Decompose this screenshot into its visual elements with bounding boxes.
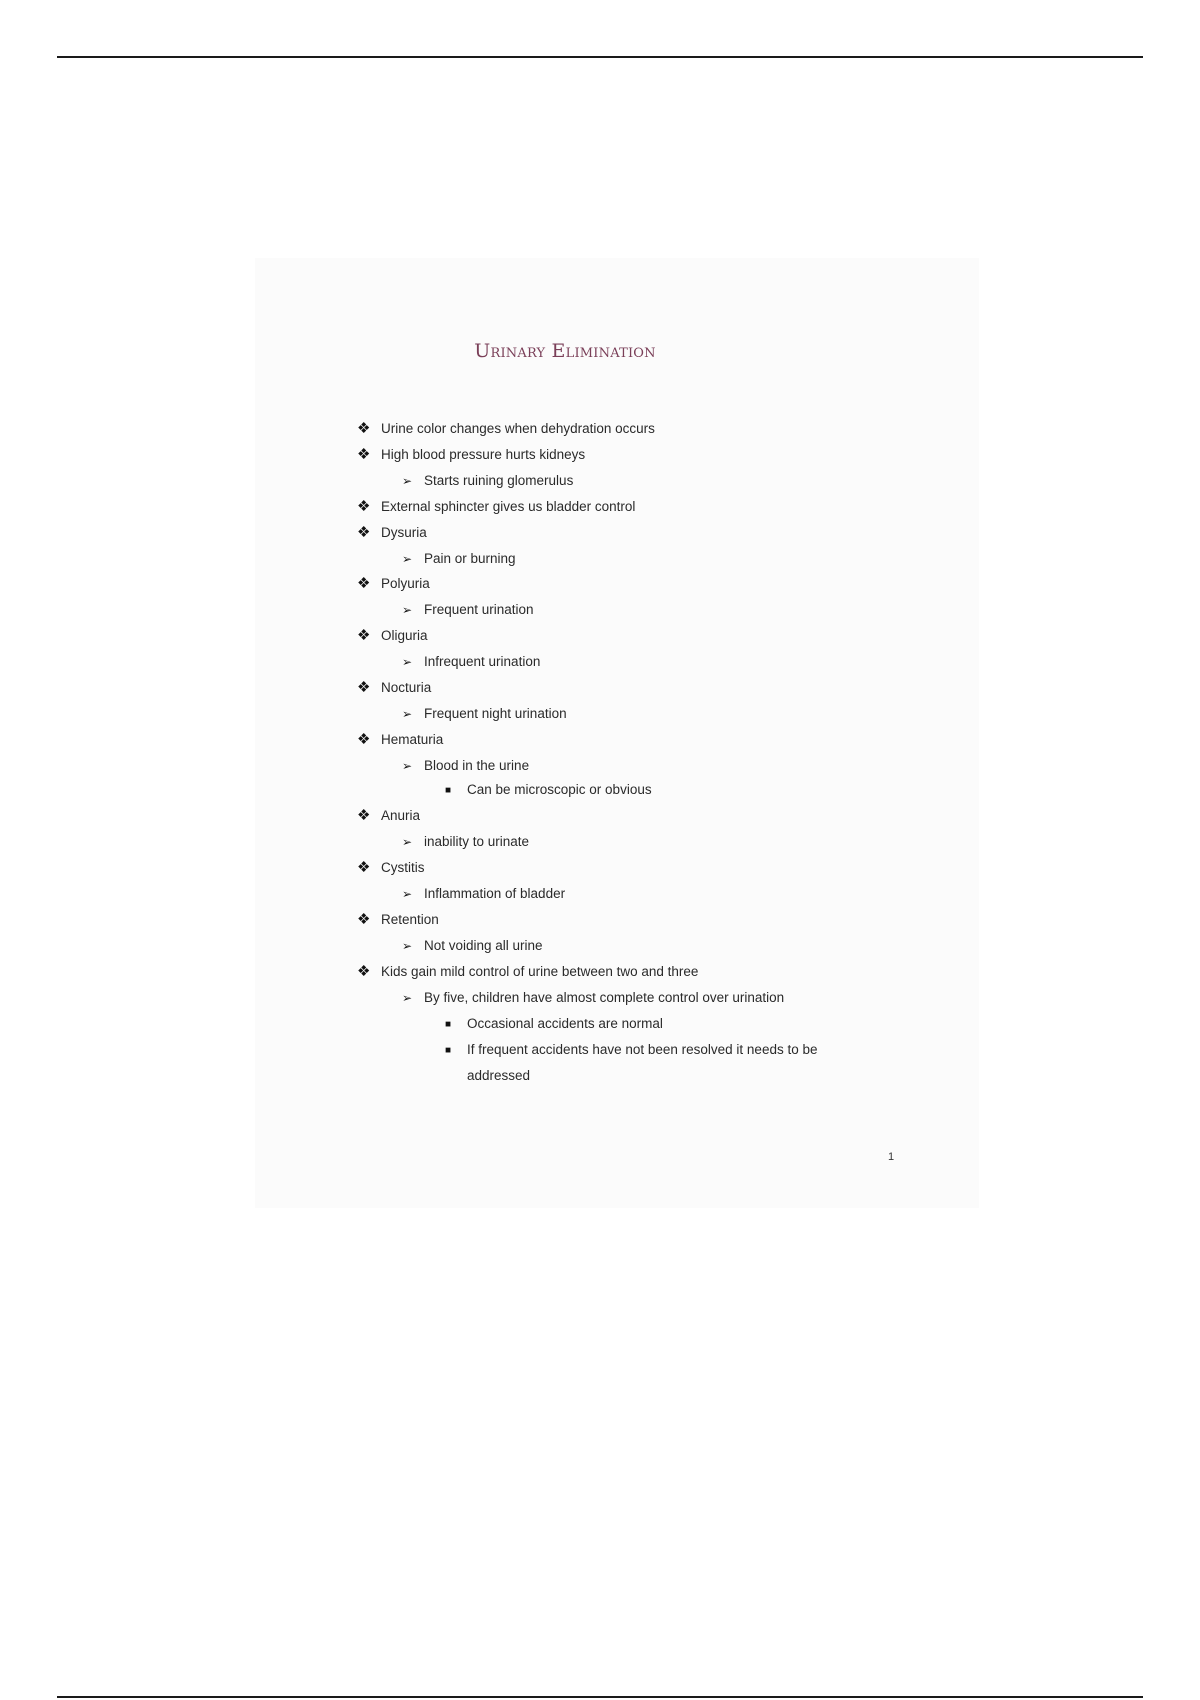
outline-item-level-1 [357,627,428,645]
outline-item-text: Frequent urination [424,602,534,617]
outline-item-level-1 [357,911,439,929]
four-diamond-bullet-icon: ❖ [357,963,371,980]
outline-item-level-1 [357,524,427,542]
document-page [255,258,979,1208]
four-diamond-bullet-icon: ❖ [357,859,371,876]
outline-item-level-2 [402,601,534,619]
outline-item-level-3 [445,781,652,799]
outline-item-text: Blood in the urine [424,758,530,773]
outline-item-text: Pain or burning [424,551,516,566]
outline-item-text: If frequent accidents have not been resolved it needs to be [467,1042,818,1057]
bullet-list [255,258,979,1208]
four-diamond-bullet-icon: ❖ [357,524,371,541]
four-diamond-bullet-icon: ❖ [357,807,371,824]
four-diamond-bullet-icon: ❖ [357,731,371,748]
outline-item-text: inability to urinate [424,834,530,849]
outline-item-level-1 [357,859,425,877]
outline-item-level-1 [357,575,430,593]
outline-item-text: Cystitis [381,860,425,875]
square-bullet-icon: ■ [445,1045,452,1056]
outline-item-level-2 [402,705,567,723]
outline-item-text: Retention [381,912,439,927]
outline-item-text: Oliguria [381,628,428,643]
square-bullet-icon: ■ [445,1019,452,1030]
outline-item-text: Dysuria [381,525,427,540]
arrowhead-bullet-icon: ➢ [402,991,413,1005]
arrowhead-bullet-icon: ➢ [402,887,413,901]
arrowhead-bullet-icon: ➢ [402,707,413,721]
outline-item-level-1 [357,420,655,438]
outline-item-level-1 [357,446,586,464]
outline-item-level-1 [357,963,699,981]
outline-item-text: Nocturia [381,680,432,695]
outline-item-text: Inflammation of bladder [424,886,566,901]
four-diamond-bullet-icon: ❖ [357,679,371,696]
outline-item-level-3 [445,1015,663,1033]
arrowhead-bullet-icon: ➢ [402,603,413,617]
outline-item-text: Occasional accidents are normal [467,1016,663,1031]
arrowhead-bullet-icon: ➢ [402,759,413,773]
outline-item-level-2 [402,937,543,955]
outline-item-level-2 [402,989,785,1007]
outline-item-text: Can be microscopic or obvious [467,782,652,797]
outline-item-level-3 [445,1041,818,1059]
outline-item-text: External sphincter gives us bladder control [381,499,636,514]
square-bullet-icon: ■ [445,785,452,796]
outline-item-text: Kids gain mild control of urine between two and three [381,964,699,979]
outline-item-text: Infrequent urination [424,654,541,669]
bottom-rule [57,1696,1143,1698]
outline-item-level-2 [402,833,530,851]
outline-item-text: By five, children have almost complete control over urination [424,990,785,1005]
arrowhead-bullet-icon: ➢ [402,474,413,488]
outline-item-text: Urine color changes when dehydration occurs [381,421,655,436]
outline-item-level-2 [402,550,516,568]
arrowhead-bullet-icon: ➢ [402,835,413,849]
arrowhead-bullet-icon: ➢ [402,552,413,566]
outline-item-text: Polyuria [381,576,430,591]
four-diamond-bullet-icon: ❖ [357,446,371,463]
outline-item-level-1 [357,807,421,825]
document-title: Urinary Elimination [474,340,656,362]
four-diamond-bullet-icon: ❖ [357,575,371,592]
outline-item-text: addressed [467,1068,531,1083]
outline-item-level-2 [402,757,530,775]
four-diamond-bullet-icon: ❖ [357,420,371,437]
top-rule [57,56,1143,58]
page-number: 1 [888,1151,895,1163]
outline-item-text: Anuria [381,808,421,823]
outline-item-text: High blood pressure hurts kidneys [381,447,586,462]
outline-item-text: Frequent night urination [424,706,567,721]
outline-item-level-1 [357,679,432,697]
outline-item-text: Not voiding all urine [424,938,543,953]
four-diamond-bullet-icon: ❖ [357,911,371,928]
outline-item-level-1 [357,731,444,749]
arrowhead-bullet-icon: ➢ [402,939,413,953]
outline-item-text: Hematuria [381,732,444,747]
arrowhead-bullet-icon: ➢ [402,655,413,669]
outline-item-level-1 [357,498,636,516]
outline-item-level-2 [402,885,566,903]
outline-item-level-2 [402,653,541,671]
four-diamond-bullet-icon: ❖ [357,498,371,515]
four-diamond-bullet-icon: ❖ [357,627,371,644]
outline-item-level-3 [467,1067,530,1085]
outline-item-level-2 [402,472,574,490]
outline-item-text: Starts ruining glomerulus [424,473,574,488]
